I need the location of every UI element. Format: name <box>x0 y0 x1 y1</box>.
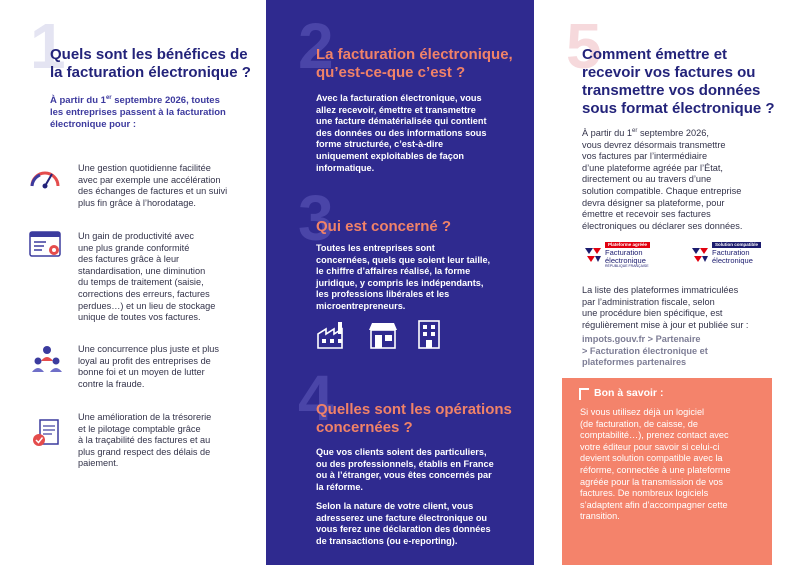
office-building-icon <box>414 318 444 350</box>
definition-text: Avec la facturation électronique, vous allez recevoir, émettre et transmettre une facture dématérialisée qui contient des données ou des informations sous forme structurée, c’est-à-dire uniquement exploitables de façon informatique. <box>316 93 487 173</box>
people-group-icon <box>30 344 64 374</box>
section-number-1: 1 <box>30 10 66 82</box>
operations-title: Quelles sont les opérations concernées ? <box>316 401 512 436</box>
operations-text-1: Que vos clients soient des particuliers, ou des professionnels, établis en France ou à l’étranger, vous êtes concernés par la réforme. <box>316 447 494 492</box>
approved-platform-logo: Plateforme agréée Facturation électronique RÉPUBLIQUE FRANÇAISE <box>583 242 663 264</box>
benefit-item-3: Une concurrence plus juste et plus loyal au profit des entreprises de bonne foi et un moyen de lutter contre la fraude. <box>78 344 219 389</box>
operations-text-2: Selon la nature de votre client, vous adresserez une facture électronique ou vous ferez une déclaration des données de transactions (ou e-reporting). <box>316 501 491 546</box>
approved-platform-flag-icon <box>583 244 603 264</box>
platform-list-text: La liste des plateformes immatriculées par l’administration fiscale, selon une procédure bien spécifique, est régulièrement mise à jour et publiée sur : <box>582 285 749 330</box>
factory-icon <box>316 320 350 350</box>
compatible-solution-logo: Solution compatible Facturation électronique <box>690 242 770 264</box>
benefits-title: Quels sont les bénéfices de la facturation électronique ? <box>50 46 251 81</box>
impots-gouv-link[interactable]: impots.gouv.fr > Partenaire > Facturation électronique et plateformes partenaires <box>582 334 708 368</box>
section-number-4: 4 <box>298 362 334 434</box>
how-to-title: Comment émettre et recevoir vos factures ou transmettre vos données sous format électronique ? <box>582 46 775 117</box>
settings-window-icon <box>28 230 64 260</box>
definition-title: La facturation électronique, qu’est-ce-que c’est ? <box>316 46 513 81</box>
benefit-item-4: Une amélioration de la trésorerie et le pilotage comptable grâce à la traçabilité des factures et au plus grand respect des délais de paiement. <box>78 412 212 469</box>
how-to-text: À partir du 1er septembre 2026, vous devrez désormais transmettre vos factures par l’intermédiaire d’une plateforme agréée par l’État, directement ou au travers d’une solution compatible. Chaque entreprise devra désigner sa plateforme, pour émettre et recevoir ses factures électroniques ou déclarer ses données. <box>582 128 743 231</box>
tip-title: Bon à savoir : <box>594 387 664 399</box>
tip-text: Si vous utilisez déjà un logiciel (de facturation, de caisse, de comptabilité…), prenez contact avec votre éditeur pour savoir si celui-ci devient solution compatible avec la réforme, connectée à une plateforme agréée pour la transmission de vos factures. De nombreux logiciels s’adaptent afin d’accompagner cette transition. <box>580 407 731 522</box>
compatible-solution-flag-icon <box>690 244 710 264</box>
benefit-item-1: Une gestion quotidienne facilitée avec par exemple une accélération des échanges de factures et un suivi plus fin grâce à l’horodatage. <box>78 163 228 208</box>
corner-bracket-icon <box>578 387 590 401</box>
benefits-intro: À partir du 1er septembre 2026, toutes les entreprises passent à la facturation électronique pour : <box>50 95 226 131</box>
shop-icon <box>366 320 400 350</box>
section-number-3: 3 <box>298 182 334 254</box>
benefit-item-2: Un gain de productivité avec une plus grande conformité des factures grâce à leur standardisation, une diminution du temps de traitement (saisie, corrections des erreurs, factures perdues…) et un lieu de stockage unique de toutes vos factures. <box>78 231 216 323</box>
speedometer-icon <box>28 162 62 190</box>
document-tracking-icon <box>30 418 64 450</box>
concerned-title: Qui est concerné ? <box>316 218 452 235</box>
concerned-text: Toutes les entreprises sont concernées, quels que soient leur taille, le chiffre d’affaires réalisé, la forme juridique, y compris les indépendants, les professions libérales et les microentrepreneurs. <box>316 243 491 311</box>
section-number-5: 5 <box>566 10 602 82</box>
section-number-2: 2 <box>298 10 334 82</box>
